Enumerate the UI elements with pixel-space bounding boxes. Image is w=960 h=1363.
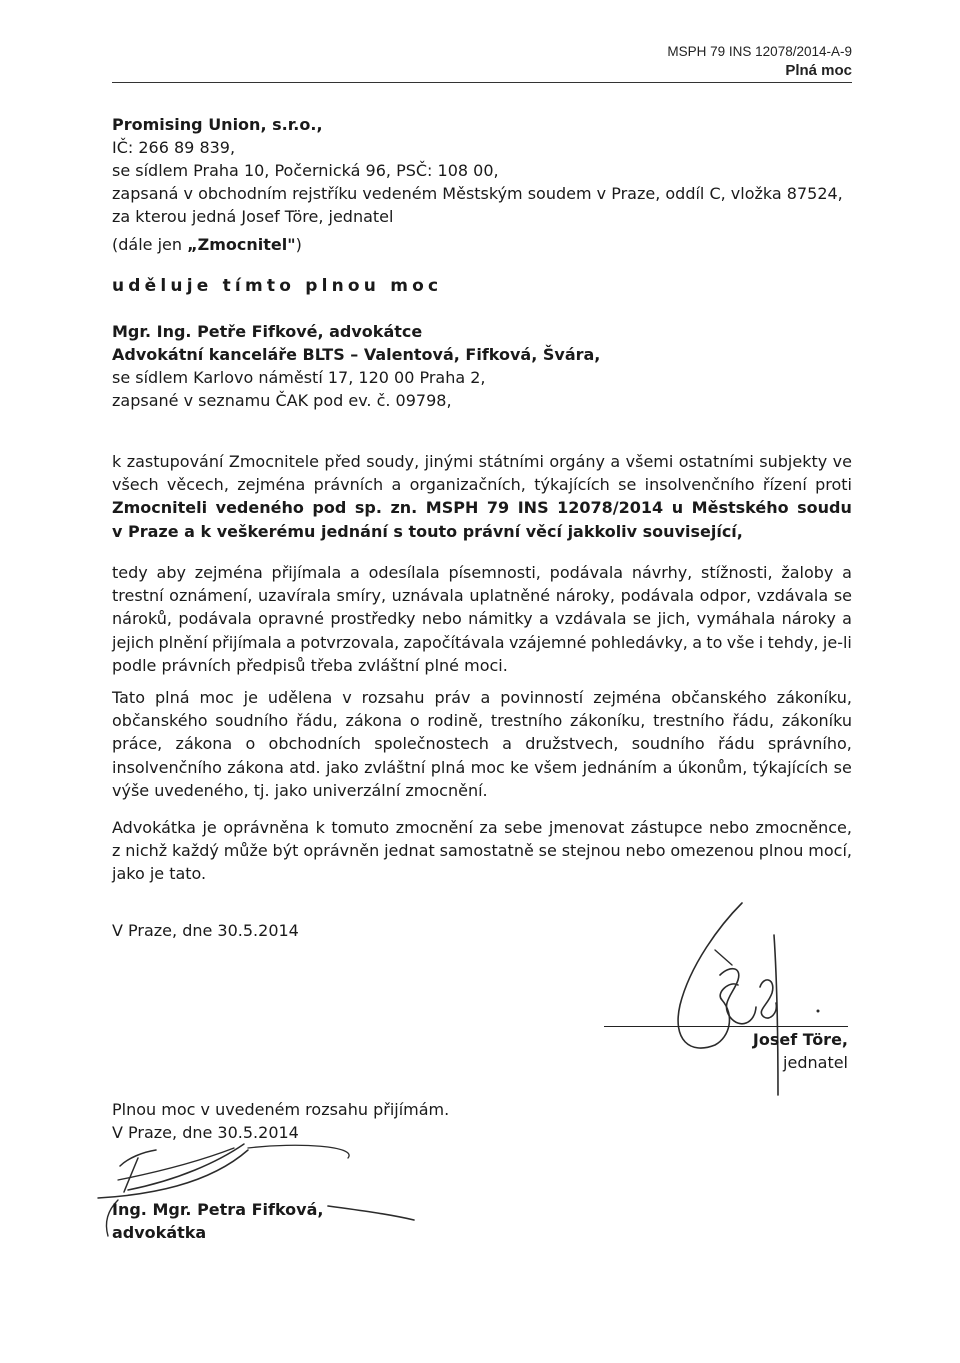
paragraph-line: jejich plnění přijímala a potvrzovala, započítávala vzájemné pohledávky, a to vše i tehdy, je-li xyxy=(112,632,852,652)
paragraph-line: práce, zákona o obchodních společnostech a družstvech, soudního řádu správního, xyxy=(112,734,852,754)
alias-prefix: (dále jen xyxy=(112,235,188,254)
acceptance-block xyxy=(112,1098,449,1144)
handwritten-signature-principal xyxy=(660,895,840,1105)
principal-representative: za kterou jedná Josef Töre, jednatel xyxy=(112,207,394,226)
paragraph-line: nároků, podávala opravné prostředky nebo námitky a vzdávala se jich, vymáhala nároky a xyxy=(112,609,852,629)
paragraph-powers xyxy=(112,561,852,677)
attorney-name: Mgr. Ing. Petře Fifkové, advokátce xyxy=(112,322,423,341)
alias-name: „Zmocnitel" xyxy=(187,235,296,254)
paragraph-line: podle právních předpisů třeba zvláštní plné moci. xyxy=(112,655,508,675)
signatory-name: Ing. Mgr. Petra Fifková, xyxy=(112,1200,324,1219)
principal-name: Promising Union, s.r.o., xyxy=(112,115,323,134)
paragraph-line: insolvenčního zákona atd. jako zvláštní plná moc ke všem jednáním a úkonům, týkajících se xyxy=(112,757,852,777)
signatory-name: Josef Töre, xyxy=(752,1030,848,1049)
alias-suffix: ) xyxy=(295,235,302,254)
place-date: V Praze, dne 30.5.2014 xyxy=(112,1123,299,1142)
paragraph-line: trestní oznámení, uzavírala smíry, uznávala uplatněné nároky, podávala odpor, vzdávala se xyxy=(112,586,852,606)
attorney-signature-block xyxy=(112,1198,323,1244)
signature-line xyxy=(604,1026,848,1027)
attorney-seat: se sídlem Karlovo náměstí 17, 120 00 Praha 2, xyxy=(112,368,486,387)
paragraph-line: tedy aby zejména přijímala a odesílala písemnosti, podávala návrhy, stížnosti, žaloby a xyxy=(112,563,852,582)
principal-block xyxy=(112,113,843,256)
paragraph-line: Tato plná moc je udělena v rozsahu práv a povinností zejména občanského zákoníku, xyxy=(112,688,852,707)
paragraph-line: občanského soudního řádu, zákona o rodině, trestního zákoníku, trestního řádu, zákoníku xyxy=(112,711,852,731)
header-divider xyxy=(112,82,852,83)
principal-registry: zapsaná v obchodním rejstříku vedeném Městským soudem v Praze, oddíl C, vložka 87524, xyxy=(112,184,843,203)
paragraph-range xyxy=(112,686,852,802)
principal-alias-line xyxy=(112,233,843,256)
signatory-role: jednatel xyxy=(783,1053,848,1072)
paragraph-substitution xyxy=(112,816,852,886)
paragraph-line: všech věcech, zejména právních a organizačních, týkajících se insolvenčního řízení proti xyxy=(112,475,852,495)
paragraph-line: Zmocniteli vedeného pod sp. zn. MSPH 79 INS 12078/2014 u Městského soudu xyxy=(112,498,852,518)
attorney-block xyxy=(112,320,600,412)
case-reference: MSPH 79 INS 12078/2014-A-9 xyxy=(667,44,852,59)
acceptance-statement: Plnou moc v uvedeném rozsahu přijímám. xyxy=(112,1100,450,1119)
paragraph-line: v Praze a k veškerému jednání s touto právní věcí jakkoliv související, xyxy=(112,521,743,541)
attorney-registration: zapsané v seznamu ČAK pod ev. č. 09798, xyxy=(112,391,452,410)
paragraph-line: k zastupování Zmocnitele před soudy, jinými státními orgány a všemi ostatními subjekty ve xyxy=(112,452,852,471)
paragraph-line: z nichž každý může být oprávněn jednat samostatně se stejnou nebo omezenou plnou mocí, xyxy=(112,841,852,861)
signatory-role: advokátka xyxy=(112,1223,207,1242)
grant-statement: uděluje tímto plnou moc xyxy=(112,276,443,296)
paragraph-line: jako je tato. xyxy=(112,864,207,884)
document-title: Plná moc xyxy=(785,62,852,79)
paragraph-line: Advokátka je oprávněna k tomuto zmocnění za sebe jmenovat zástupce nebo zmocněnce, xyxy=(112,818,852,837)
paragraph-line: výše uvedeného, tj. jako univerzální zmocnění. xyxy=(112,780,488,800)
place-date: V Praze, dne 30.5.2014 xyxy=(112,921,299,940)
attorney-firm: Advokátní kanceláře BLTS – Valentová, Fifková, Švára, xyxy=(112,345,601,364)
paragraph-scope xyxy=(112,450,852,543)
principal-ic: IČ: 266 89 839, xyxy=(112,138,236,157)
principal-seat: se sídlem Praha 10, Počernická 96, PSČ: 108 00, xyxy=(112,161,499,180)
